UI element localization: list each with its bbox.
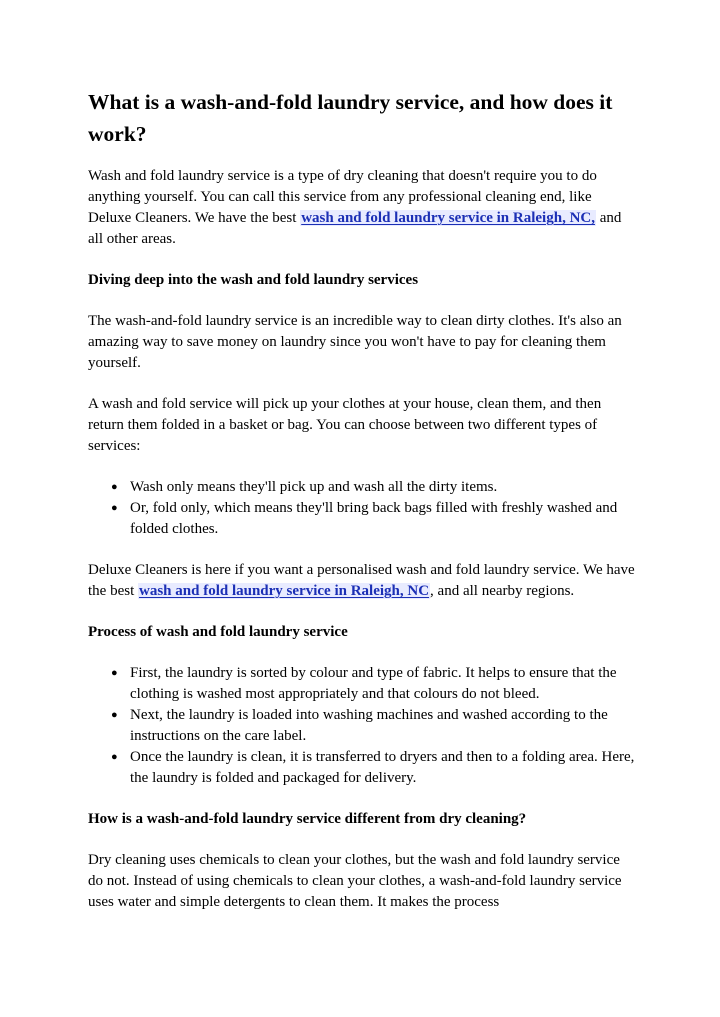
bullet-icon: ●	[111, 481, 118, 493]
paragraph-pick-up: A wash and fold service will pick up your clothes at your house, clean them, and then return them folded in a basket or bag. You can choose between two different types of services:	[88, 396, 602, 454]
paragraph-dry-cleaning: Dry cleaning uses chemicals to clean your clothes, but the wash and fold laundry service do not. Instead of using chemicals to clean your clothes, a wash-and-fold laundry service uses water and simple detergents to clean them. It makes the process	[88, 852, 622, 910]
section-heading-process: Process of wash and fold laundry service	[88, 624, 348, 640]
section-heading-diving-deep: Diving deep into the wash and fold laundry services	[88, 272, 419, 288]
list-item	[88, 747, 636, 789]
list-item-text: Or, fold only, which means they'll bring back bags filled with freshly washed and folded clothes.	[130, 500, 618, 537]
list-item	[88, 498, 636, 540]
personalised-text: Deluxe Cleaners is here if you want a personalised wash and fold laundry service. We have the best	[88, 562, 635, 599]
list-item-text: Once the laundry is clean, it is transferred to dryers and then to a folding area. Here, the laundry is folded and packaged for delivery.	[130, 749, 635, 786]
paragraph-personalised	[88, 560, 636, 602]
list-item	[88, 663, 636, 705]
raleigh-service-link-2[interactable]: wash and fold laundry service in Raleigh, NC	[139, 583, 430, 599]
service-types-list	[88, 477, 636, 540]
raleigh-service-link[interactable]: wash and fold laundry service in Raleigh, NC,	[301, 210, 595, 226]
bullet-icon: ●	[111, 667, 118, 679]
section-heading-difference: How is a wash-and-fold laundry service different from dry cleaning?	[88, 811, 527, 827]
list-item-text: First, the laundry is sorted by colour and type of fabric. It helps to ensure that the clothing is washed most appropriately and that colours do not bleed.	[130, 665, 617, 702]
list-item-text: Next, the laundry is loaded into washing machines and washed according to the instructions on the care label.	[130, 707, 608, 744]
process-steps-list	[88, 663, 636, 789]
document-title: What is a wash-and-fold laundry service, and how does it work?	[88, 90, 613, 146]
document-page	[88, 86, 636, 913]
list-item	[88, 477, 636, 498]
intro-text-end: and all other areas.	[88, 210, 622, 247]
bullet-icon: ●	[111, 751, 118, 763]
list-item	[88, 705, 636, 747]
intro-paragraph	[88, 166, 636, 250]
intro-text: Wash and fold laundry service is a type of dry cleaning that doesn't require you to do anything yourself. You can call this service from any professional cleaning end, like Deluxe Cleaners. We have the best	[88, 168, 597, 226]
bullet-icon: ●	[111, 709, 118, 721]
personalised-text-end: , and all nearby regions.	[430, 583, 575, 599]
paragraph-incredible-way: The wash-and-fold laundry service is an incredible way to clean dirty clothes. It's also an amazing way to save money on laundry since you won't have to pay for cleaning them yourself.	[88, 313, 622, 371]
bullet-icon: ●	[111, 502, 118, 514]
list-item-text: Wash only means they'll pick up and wash all the dirty items.	[130, 479, 498, 495]
